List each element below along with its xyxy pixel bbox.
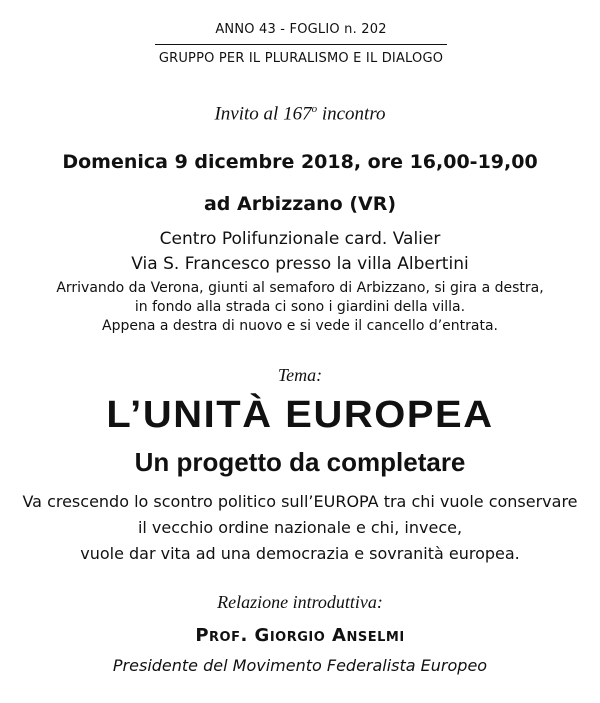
- theme-title: L’UNITÀ EUROPEA: [106, 394, 494, 436]
- event-date-time: Domenica 9 dicembre 2018, ore 16,00-19,00: [62, 151, 538, 173]
- invite-suffix: incontro: [317, 103, 386, 125]
- speaker-label: Relazione introduttiva:: [217, 592, 383, 612]
- invite-prefix: Invito al 167: [214, 103, 312, 125]
- event-address: Via S. Francesco presso la villa Albertini: [131, 254, 469, 274]
- invite-ordinal: o: [311, 103, 318, 115]
- description-line: il vecchio ordine nazionale e chi, invece,: [137, 518, 463, 537]
- theme-label: Tema:: [277, 365, 323, 385]
- description-line: Va crescendo lo scontro politico sull’EUROPA tra chi vuole conservare: [22, 492, 578, 511]
- description-line: vuole dar vita ad una democrazia e sovranità europea.: [80, 544, 520, 563]
- speaker-role: Presidente del Movimento Federalista Europeo: [112, 656, 488, 675]
- directions-line: in fondo alla strada ci sono i giardini della villa.: [134, 299, 466, 315]
- directions-line: Arrivando da Verona, giunti al semaforo di Arbizzano, si gira a destra,: [56, 280, 544, 296]
- theme-description: [0, 489, 600, 567]
- invite-line: [0, 103, 600, 125]
- event-place: ad Arbizzano (VR): [203, 193, 397, 215]
- group-name: GRUPPO PER IL PLURALISMO E IL DIALOGO: [158, 51, 444, 66]
- theme-subtitle: Un progetto da completare: [134, 447, 466, 477]
- issue-number: ANNO 43 - FOGLIO n. 202: [215, 22, 387, 37]
- header-divider: [155, 44, 447, 45]
- speaker-name: Prof. Giorgio Anselmi: [195, 625, 405, 646]
- directions-line: Appena a destra di nuovo e si vede il cancello d’entrata.: [102, 318, 498, 334]
- event-directions: [0, 279, 600, 336]
- event-venue: Centro Polifunzionale card. Valier: [159, 229, 441, 249]
